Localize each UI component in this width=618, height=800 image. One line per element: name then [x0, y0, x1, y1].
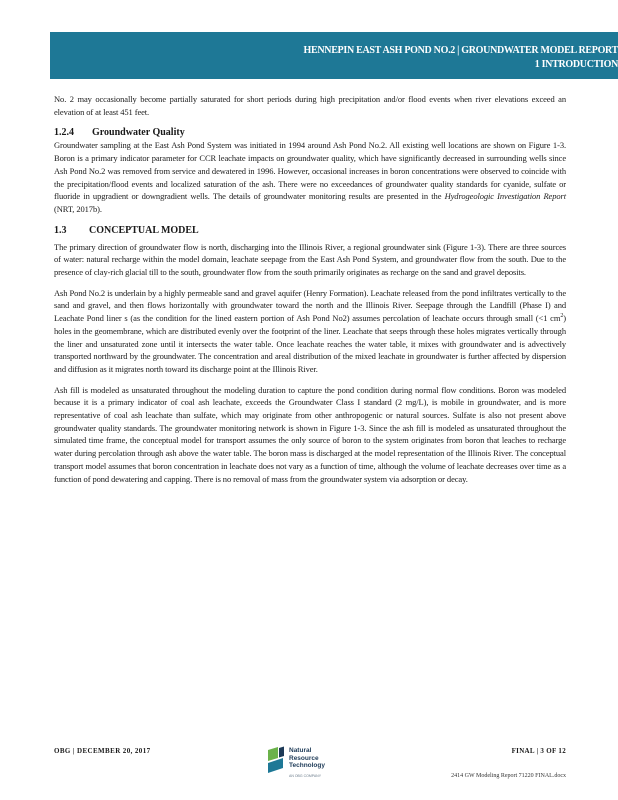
paragraph-text: (NRT, 2017b).: [54, 203, 102, 214]
logo-line: Natural: [289, 747, 312, 754]
header-report-title: HENNEPIN EAST ASH POND NO.2 | GROUNDWATER MODEL REPORT: [303, 45, 618, 56]
section-title: CONCEPTUAL MODEL: [89, 224, 199, 236]
logo-line: Technology: [289, 762, 325, 769]
section-number: 1.2.4: [54, 127, 74, 139]
report-reference: Hydrogeologic Investigation Report: [444, 191, 566, 202]
logo-tagline: AN OBG COMPANY: [289, 774, 322, 778]
header-banner: [50, 32, 618, 79]
paragraph-text: Ash Pond No.2 is underlain by a highly permeable sand and gravel aquifer (Henry Formation). Leachate released from the pond infiltrates vertically to the sand and gravel, and then flows horizontally with groundwater toward the north and the Illinois River. Seepage through the Landfill (Phase I) and Leachate Pond liner s (as the condition for the lined eastern portion of Ash Pond No2) assumes percolation of leachate occurs through small (<1 cm: [54, 287, 566, 324]
section-title: Groundwater Quality: [92, 127, 185, 139]
superscript: 2: [560, 313, 564, 320]
section-heading-conceptual-model: [54, 224, 566, 237]
paragraph-text: Groundwater sampling at the East Ash Pond System was initiated in 1994 around Ash Pond No.2. All existing well locations are shown on Figure 1-3. Boron is a primary indicator parameter for CCR leachate impacts on groundwater quality, which have significantly decreased in surrounding wells since Ash Pond No.2 was removed from service and dewatered in 1996. However, occasional increases in boron concentrations were observed to coincide with the precipitation/flood events and localized saturation of the ash. There were no exceedances of groundwater quality standards for cyanide, sulfate or fluoride in upgradient or downgradient wells. The details of groundwater monitoring results are presented in the: [54, 140, 566, 202]
conceptual-model-paragraph-2: [54, 287, 566, 376]
nrt-logo-icon: [266, 746, 286, 776]
footer-date: OBG | DECEMBER 20, 2017: [54, 747, 151, 755]
conceptual-model-paragraph-3: Ash fill is modeled as unsaturated throughout the modeling duration to capture the pond condition during normal flow conditions. Boron was modeled because it is a primary indicator of coal ash leachate, exceeds the Groundwater Class I standard (2 mg/L), is mobile in groundwater, and is more representative of coal ash leachate than sulfate, which may originate from other anthropogenic or natural sources. Sulfate is also not present above groundwater quality standards. The groundwater monitoring network is shown in Figure 1-3. Since the ash fill is modeled as unsaturated throughout the simulated time frame, the conceptual model for transport assumes the only source of boron to the system originates from boron that leaches to recharge water during percolation through ash above the water table. The boron mass is discharged at the model representation of the Illinois River. The conceptual transport model assumes that boron concentration in leachate does not vary as a function of time, although the volume of leachate decreases over time as a function of pond dewatering and capping. There is no removal of mass from the groundwater system via adsorption or decay.: [54, 384, 566, 484]
page-content: [54, 93, 566, 485]
nrt-logo: [266, 745, 346, 781]
paragraph-text: ) holes in the geomembrane, which are distributed evenly over the footprint of the liner. Leachate that seeps through these holes migrates vertically through the liner and unsaturated zone until it intersects the water table. Once leachate reaches the water table, it mixes with groundwater and is advectively transported northward by the groundwater. The concentration and areal distribution of the mixed leachate in groundwater is further affected by dispersion and diffusion as it migrates north toward its discharge point at the Illinois River.: [54, 313, 566, 374]
section-number: 1.3: [54, 224, 67, 236]
footer-page-number: FINAL | 3 OF 12: [511, 747, 566, 755]
conceptual-model-paragraph-1: The primary direction of groundwater flow is north, discharging into the Illinois River, a regional groundwater sink (Figure 1-3). There are three sources of water: natural recharge within the model domain, leachate seepage from the East Ash Pond System, and groundwater flow from the south. Due to the presence of clay-rich glacial till to the south, groundwater flow from the south primarily originates as recharge on the sand and gravel deposits.: [54, 241, 566, 278]
logo-line: Resource: [289, 754, 319, 762]
section-heading-groundwater-quality: [54, 126, 566, 139]
groundwater-quality-paragraph: [54, 139, 566, 215]
logo-wordmark: [289, 747, 325, 770]
footer-document-name: 2414 GW Modeling Report 71220 FINAL.docx: [451, 773, 566, 779]
intro-paragraph: No. 2 may occasionally become partially saturated for short periods during high precipitation and/or flood events when river elevations exceed an elevation of at least 451 feet.: [54, 94, 566, 117]
header-section-title: 1 INTRODUCTION: [534, 59, 618, 70]
